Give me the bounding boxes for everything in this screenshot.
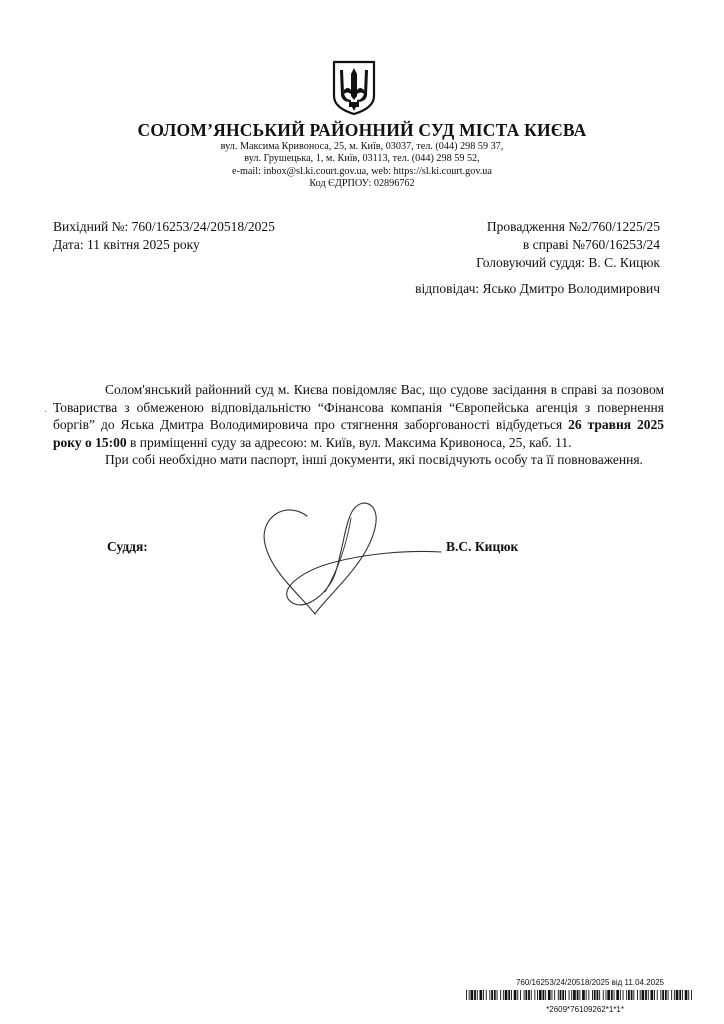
- proceeding-number: Провадження №2/760/1225/25: [486, 219, 660, 234]
- court-contacts: e-mail: inbox@sl.ki.court.gov.ua, web: https://sl.ki.court.gov.ua: [232, 166, 492, 177]
- outgoing-number: Вихідний №: 760/16253/24/20518/2025: [53, 219, 275, 234]
- court-address-1: вул. Максима Кривоноса, 25, м. Київ, 03037, тел. (044) 298 59 37,: [220, 141, 504, 152]
- document-date: Дата: 11 квітня 2025 року: [53, 237, 200, 252]
- notice-paragraph-2: При собі необхідно мати паспорт, інші документи, які посвідчують особу та її повноваження.: [105, 452, 643, 467]
- judge-role-label: Суддя:: [107, 539, 148, 554]
- defendant-line: відповідач: Ясько Дмитро Володимирович: [415, 281, 660, 296]
- barcode-icon: [466, 990, 694, 1000]
- case-meta: [476, 218, 660, 272]
- outgoing-meta: [53, 218, 275, 254]
- presiding-judge: Головуючий суддя: В. С. Кицюк: [476, 255, 660, 270]
- notice-paragraph-1: Солом'янський районний суд м. Києва повідомляє Вас, що судове засідання в справі за позовом Товариства з обмеженою відповідальністю “Фінансова компанія “Європейська агенція з повернення боргів” до Яська Дмитра Володимировича про стягнення заборгованості відбудеться 26 травня 2025 року о 15:00 в приміщенні суду за адресою: м. Київ, вул. Максима Кривоноса, 25, каб. 11.: [53, 382, 664, 450]
- barcode-code: *2609*76109262*1*1*: [546, 1005, 624, 1014]
- handwritten-signature: [255, 492, 445, 632]
- judge-name: В.С. Кицюк: [446, 539, 519, 554]
- margin-mark: ·: [44, 407, 48, 418]
- hearing-datetime: 26 травня 2025 року о 15:00: [53, 417, 664, 450]
- court-edrpou: Код ЄДРПОУ: 02896762: [309, 178, 415, 189]
- court-name: СОЛОМ’ЯНСЬКИЙ РАЙОННИЙ СУД МІСТА КИЄВА: [137, 120, 587, 140]
- document-barcode: [466, 978, 696, 1014]
- coat-of-arms-icon: [332, 60, 376, 116]
- barcode-reference: 760/16253/24/20518/2025 від 11.04.2025: [515, 978, 664, 987]
- notice-body: [53, 381, 664, 469]
- case-number: в справі №760/16253/24: [522, 237, 660, 252]
- court-address-2: вул. Грушецька, 1, м. Київ, 03113, тел. (044) 298 59 52,: [244, 153, 480, 164]
